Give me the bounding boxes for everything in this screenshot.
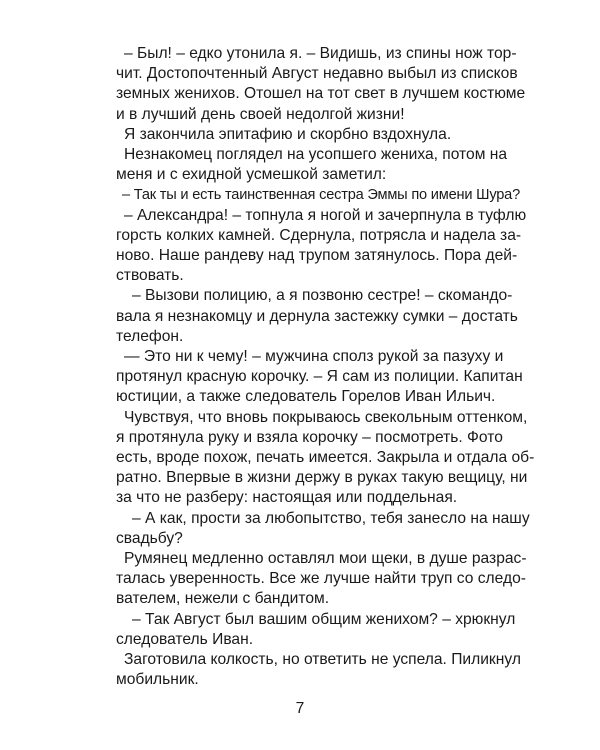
text-line: – А как, прости за любопытство, тебя занесло на нашу (132, 509, 530, 527)
text-line: – Был! – едко утонила я. – Видишь, из спины нож тор- (124, 45, 517, 62)
text-line: следователь Иван. (116, 630, 254, 648)
text-line: Румянец медленно оставлял мои щеки, в душе разрас- (124, 550, 527, 567)
text-line: за что не разберу: настоящая или поддельная. (116, 489, 458, 507)
text-line: свадьбу? (116, 529, 183, 547)
text-line: меня и с ехидной усмешкой заметил: (116, 166, 387, 184)
text-line: ствовать. (116, 267, 184, 285)
text-line: – Александра! – топнула я ногой и зачерпнула в туфлю (124, 206, 527, 224)
text-line: земных женихов. Отошел на тот свет в лучшем костюме (116, 85, 526, 103)
text-line: — Это ни к чему! – мужчина сполз рукой за пазуху и (124, 348, 504, 365)
text-line: вателем, нежели с бандитом. (116, 590, 330, 608)
text-line: – Вызови полицию, а я позвоню сестре! – скомандо- (132, 287, 513, 305)
text-line: есть, вроде похож, печать имеется. Закрыла и отдала об- (116, 449, 535, 466)
text-line: Чувствуя, что вновь покрываюсь свекольным оттенком, (124, 408, 528, 426)
text-line: ратно. Впервые в жизни держу в руках такую вещицу, ни (116, 469, 528, 487)
text-line: ново. Наше рандеву над трупом затянулось. Пора дей- (116, 247, 518, 264)
page-number: 7 (295, 700, 305, 717)
text-line: я протянула руку и взяла корочку – посмотреть. Фото (116, 428, 503, 446)
text-line: и в лучший день своей недолгой жизни! (116, 105, 405, 123)
text-line: мобильник. (116, 671, 199, 689)
text-line: протянул красную корочку. – Я сам из полиции. Капитан (116, 368, 523, 386)
text-line: – Так ты и есть таинственная сестра Эммы по имени Шура? (122, 187, 521, 204)
text-line: Незнакомец поглядел на усопшего жениха, потом на (124, 146, 508, 163)
text-line: Я закончила эпитафию и скорбно вздохнула. (124, 125, 452, 143)
text-line: Заготовила колкость, но ответить не успела. Пиликнул (124, 651, 521, 668)
text-line: талась уверенность. Все же лучше найти труп со следо- (116, 570, 526, 588)
text-line: юстиции, а также следователь Горелов Иван Ильич. (116, 388, 496, 406)
text-line: вала я незнакомцу и дернула застежку сумки – достать (116, 307, 518, 325)
text-line: – Так Август был вашим общим женихом? – хрюкнул (132, 610, 516, 628)
text-line: горсть колких камней. Сдернула, потрясла и надела за- (116, 226, 522, 244)
text-line: телефон. (116, 327, 184, 345)
text-line: чит. Достопочтенный Август недавно выбыл из списков (116, 65, 518, 83)
